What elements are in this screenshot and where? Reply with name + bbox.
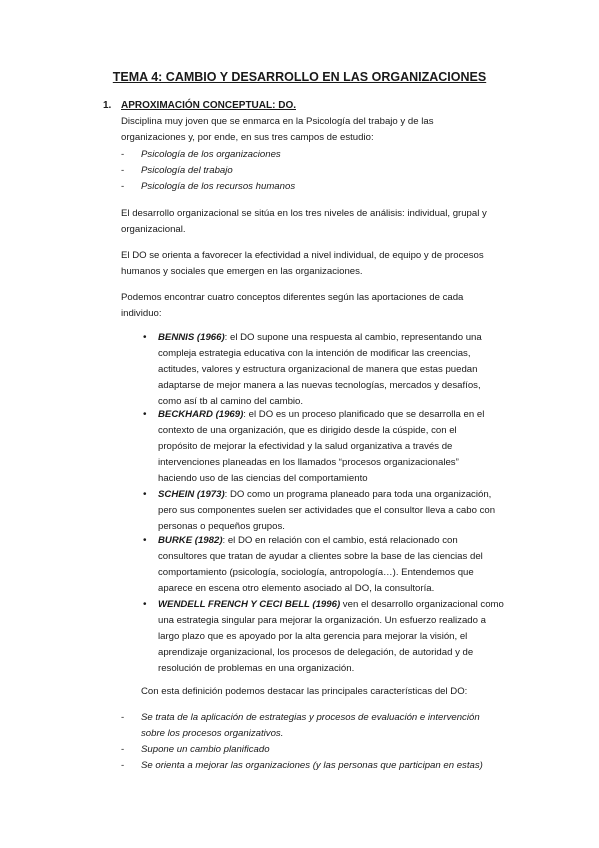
author-line: aprendizaje organizacional, los procesos de delegación, de autoridad y de — [158, 647, 474, 658]
dash-marker: - — [121, 165, 125, 176]
dash-marker: - — [121, 760, 125, 771]
bullet-marker: • — [143, 535, 147, 546]
author-line: pero sus componentes suelen ser actividades que el consultor lleva a cabo con — [158, 505, 496, 516]
paragraph-line: El DO se orienta a favorecer la efectividad a nivel individual, de equipo y de procesos — [121, 250, 484, 261]
author-line: haciendo uso de las ciencias del comportamiento — [158, 473, 368, 484]
author-definition: : el DO supone una respuesta al cambio, representando una — [224, 332, 482, 343]
paragraph-line: organizacional. — [121, 224, 186, 235]
author-line: aparece en escena otro elemento asociado al DO, la consultoría. — [158, 583, 435, 594]
page-title: TEMA 4: CAMBIO Y DESARROLLO EN LAS ORGANIZACIONES — [112, 70, 487, 84]
characteristic-line: Se orienta a mejorar las organizaciones (y las personas que participan en estas) — [141, 760, 483, 771]
author-line: comportamiento (psicología, sociología, antropología…). Entendemos que — [158, 567, 474, 578]
author-definition: : el DO es un proceso planificado que se desarrolla en el — [243, 409, 485, 420]
field-item: Psicología de los recursos humanos — [141, 181, 296, 192]
characteristic-line: Se trata de la aplicación de estrategias y procesos de evaluación e intervención — [141, 712, 480, 723]
author-definition: ven el desarrollo organizacional como — [340, 599, 504, 610]
dash-marker: - — [121, 712, 125, 723]
bullet-marker: • — [143, 409, 147, 420]
author-line: una estrategia singular para mejorar la organización. Un esfuerzo realizado a — [158, 615, 486, 626]
author-line: contexto de una organización, que es dirigido desde la cúspide, con el — [158, 425, 457, 436]
author-name: BECKHARD (1969) — [158, 409, 244, 420]
characteristic-line: Supone un cambio planificado — [141, 744, 270, 755]
bullet-marker: • — [143, 599, 147, 610]
intro-line: organizaciones y, por ende, en sus tres campos de estudio: — [121, 132, 374, 143]
author-line: propósito de mejorar la efectividad y la salud organizativa a través de — [158, 441, 453, 452]
author-name: WENDELL FRENCH Y CECI BELL (1996) — [158, 599, 341, 610]
bullet-marker: • — [143, 332, 147, 343]
paragraph-line: El desarrollo organizacional se sitúa en los tres niveles de análisis: individual, grupal y — [121, 208, 487, 219]
intro-line: Disciplina muy joven que se enmarca en la Psicología del trabajo y de las — [121, 116, 434, 127]
section-number: 1. — [103, 100, 112, 111]
author-name: SCHEIN (1973) — [158, 489, 225, 500]
author-line: resolución de problemas en una organización. — [158, 663, 355, 674]
author-name: BURKE (1982) — [158, 535, 223, 546]
author-definition: : el DO en relación con el cambio, está relacionado con — [222, 535, 458, 546]
dash-marker: - — [121, 181, 125, 192]
author-entry-first-line — [158, 533, 458, 549]
author-entry-first-line — [158, 487, 491, 503]
field-item: Psicología de los organizaciones — [141, 149, 281, 160]
paragraph-line: humanos y sociales que emergen en las organizaciones. — [121, 266, 363, 277]
author-line: personas o pequeños grupos. — [158, 521, 285, 532]
summary-intro: Con esta definición podemos destacar las principales características del DO: — [141, 686, 468, 697]
author-entry-first-line — [158, 330, 482, 346]
author-line: actitudes, valores y estructura organizacional de manera que estas puedan — [158, 364, 478, 375]
author-entry-first-line — [158, 407, 484, 423]
author-line: compleja estrategia educativa con la intención de modificar las creencias, — [158, 348, 471, 359]
characteristic-line: sobre los procesos organizativos. — [141, 728, 284, 739]
bullet-marker: • — [143, 489, 147, 500]
section-heading: APROXIMACIÓN CONCEPTUAL: DO. — [121, 100, 296, 111]
author-line: intervenciones planeadas en los llamados “procesos organizacionales” — [158, 457, 459, 468]
author-entry-first-line — [158, 597, 504, 613]
paragraph-line: Podemos encontrar cuatro conceptos diferentes según las aportaciones de cada — [121, 292, 464, 303]
author-line: adaptarse de mejor manera a las nuevas tecnologías, mercados y desafíos, — [158, 380, 481, 391]
author-line: como así tb al camino del cambio. — [158, 396, 304, 407]
paragraph-line: individuo: — [121, 308, 162, 319]
author-name: BENNIS (1966) — [158, 332, 225, 343]
author-definition: : DO como un programa planeado para toda una organización, — [224, 489, 492, 500]
dash-marker: - — [121, 744, 125, 755]
dash-marker: - — [121, 149, 125, 160]
author-line: largo plazo que es apoyado por la alta gerencia para mejorar la visión, el — [158, 631, 468, 642]
field-item: Psicología del trabajo — [141, 165, 233, 176]
author-line: consultores que tratan de ayudar a clientes sobre la base de las ciencias del — [158, 551, 483, 562]
